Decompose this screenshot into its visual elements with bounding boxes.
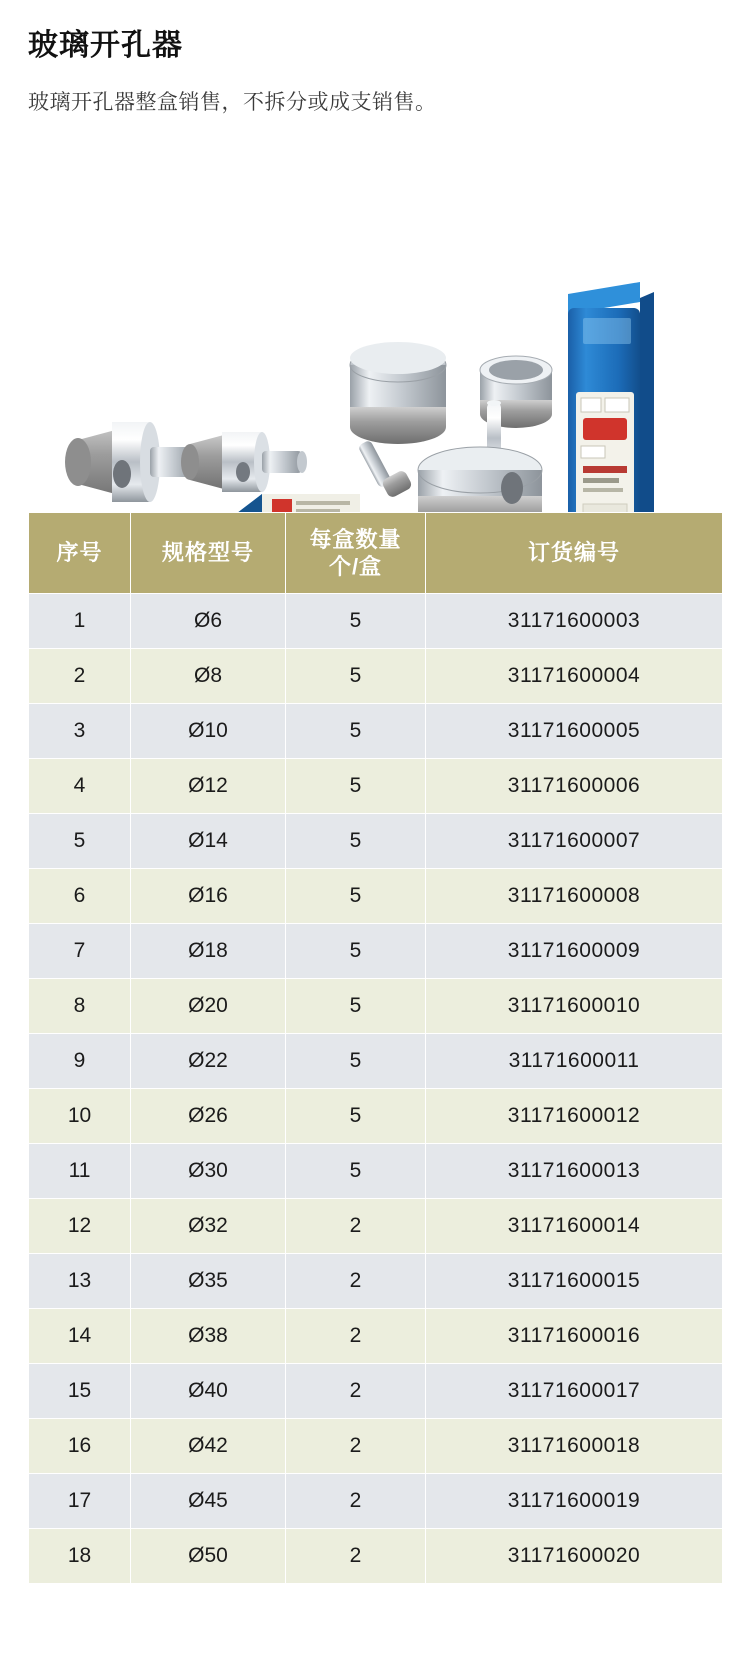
cell-no: 17 xyxy=(29,1474,131,1529)
header-code: 订货编号 xyxy=(426,513,723,594)
table-header-row xyxy=(29,513,723,594)
cell-no: 9 xyxy=(29,1034,131,1089)
cell-no: 1 xyxy=(29,594,131,649)
header-no: 序号 xyxy=(29,513,131,594)
cell-code: 31171600018 xyxy=(426,1419,723,1474)
product-package-tall xyxy=(568,282,654,512)
cell-qty: 2 xyxy=(286,1529,426,1584)
product-box-small xyxy=(228,494,360,512)
table-row xyxy=(29,1089,723,1144)
table-row xyxy=(29,759,723,814)
table-row xyxy=(29,649,723,704)
cell-code: 31171600004 xyxy=(426,649,723,704)
cell-qty: 5 xyxy=(286,1089,426,1144)
cell-spec: Ø35 xyxy=(131,1254,286,1309)
cell-qty: 5 xyxy=(286,924,426,979)
table-row xyxy=(29,814,723,869)
cell-spec: Ø22 xyxy=(131,1034,286,1089)
table-row xyxy=(29,704,723,759)
cell-spec: Ø18 xyxy=(131,924,286,979)
cell-no: 7 xyxy=(29,924,131,979)
cell-no: 4 xyxy=(29,759,131,814)
cell-no: 13 xyxy=(29,1254,131,1309)
product-image xyxy=(0,122,750,512)
cell-no: 12 xyxy=(29,1199,131,1254)
cell-no: 2 xyxy=(29,649,131,704)
table-row xyxy=(29,1419,723,1474)
cell-spec: Ø40 xyxy=(131,1364,286,1419)
spec-table-wrap xyxy=(0,512,750,1584)
cell-code: 31171600005 xyxy=(426,704,723,759)
table-row xyxy=(29,1309,723,1364)
page-subtitle: 玻璃开孔器整盒销售，不拆分或成支销售。 xyxy=(28,91,437,114)
cell-no: 15 xyxy=(29,1364,131,1419)
cell-spec: Ø8 xyxy=(131,649,286,704)
cell-qty: 2 xyxy=(286,1309,426,1364)
cell-code: 31171600014 xyxy=(426,1199,723,1254)
hole-saw-medium-left xyxy=(181,432,307,492)
cell-no: 14 xyxy=(29,1309,131,1364)
cell-code: 31171600008 xyxy=(426,869,723,924)
table-row xyxy=(29,594,723,649)
table-row xyxy=(29,1474,723,1529)
hole-saw-large-left xyxy=(65,422,200,502)
cell-qty: 5 xyxy=(286,979,426,1034)
header-qty-line1: 每盒数量 xyxy=(309,526,402,552)
cell-code: 31171600009 xyxy=(426,924,723,979)
cell-spec: Ø12 xyxy=(131,759,286,814)
cell-qty: 2 xyxy=(286,1364,426,1419)
cell-code: 31171600006 xyxy=(426,759,723,814)
cell-qty: 5 xyxy=(286,759,426,814)
table-row xyxy=(29,1254,723,1309)
cell-spec: Ø14 xyxy=(131,814,286,869)
cell-code: 31171600015 xyxy=(426,1254,723,1309)
cell-no: 6 xyxy=(29,869,131,924)
page-title: 玻璃开孔器 xyxy=(28,29,183,62)
cell-code: 31171600013 xyxy=(426,1144,723,1199)
cell-qty: 5 xyxy=(286,1034,426,1089)
cell-code: 31171600012 xyxy=(426,1089,723,1144)
cell-no: 10 xyxy=(29,1089,131,1144)
cell-qty: 5 xyxy=(286,594,426,649)
cell-code: 31171600016 xyxy=(426,1309,723,1364)
header-qty-line2: 个/盒 xyxy=(328,554,383,579)
table-row xyxy=(29,1364,723,1419)
cell-no: 16 xyxy=(29,1419,131,1474)
header-spec: 规格型号 xyxy=(131,513,286,594)
cell-code: 31171600017 xyxy=(426,1364,723,1419)
cell-spec: Ø45 xyxy=(131,1474,286,1529)
cell-qty: 2 xyxy=(286,1199,426,1254)
spec-table xyxy=(28,512,723,1584)
cell-spec: Ø6 xyxy=(131,594,286,649)
hole-saw-tall-back xyxy=(350,342,446,444)
table-row xyxy=(29,1199,723,1254)
cell-spec: Ø20 xyxy=(131,979,286,1034)
drill-bit-small xyxy=(358,440,414,499)
table-row xyxy=(29,1529,723,1584)
cell-no: 18 xyxy=(29,1529,131,1584)
cell-qty: 2 xyxy=(286,1474,426,1529)
table-row xyxy=(29,924,723,979)
table-row xyxy=(29,979,723,1034)
cell-qty: 5 xyxy=(286,869,426,924)
table-row xyxy=(29,1144,723,1199)
cell-no: 8 xyxy=(29,979,131,1034)
cell-code: 31171600019 xyxy=(426,1474,723,1529)
cell-no: 5 xyxy=(29,814,131,869)
cell-spec: Ø32 xyxy=(131,1199,286,1254)
cell-code: 31171600011 xyxy=(426,1034,723,1089)
cell-qty: 2 xyxy=(286,1254,426,1309)
cell-qty: 5 xyxy=(286,649,426,704)
cell-code: 31171600007 xyxy=(426,814,723,869)
cell-code: 31171600010 xyxy=(426,979,723,1034)
cell-qty: 5 xyxy=(286,704,426,759)
cell-code: 31171600020 xyxy=(426,1529,723,1584)
cell-spec: Ø10 xyxy=(131,704,286,759)
cell-spec: Ø26 xyxy=(131,1089,286,1144)
cell-spec: Ø16 xyxy=(131,869,286,924)
cell-qty: 5 xyxy=(286,1144,426,1199)
spec-table-body xyxy=(29,594,723,1584)
cell-qty: 5 xyxy=(286,814,426,869)
header-qty xyxy=(286,513,426,594)
table-row xyxy=(29,869,723,924)
cell-spec: Ø50 xyxy=(131,1529,286,1584)
cell-spec: Ø42 xyxy=(131,1419,286,1474)
cell-qty: 2 xyxy=(286,1419,426,1474)
cell-spec: Ø30 xyxy=(131,1144,286,1199)
table-row xyxy=(29,1034,723,1089)
cell-no: 3 xyxy=(29,704,131,759)
cell-code: 31171600003 xyxy=(426,594,723,649)
cell-no: 11 xyxy=(29,1144,131,1199)
cell-spec: Ø38 xyxy=(131,1309,286,1364)
